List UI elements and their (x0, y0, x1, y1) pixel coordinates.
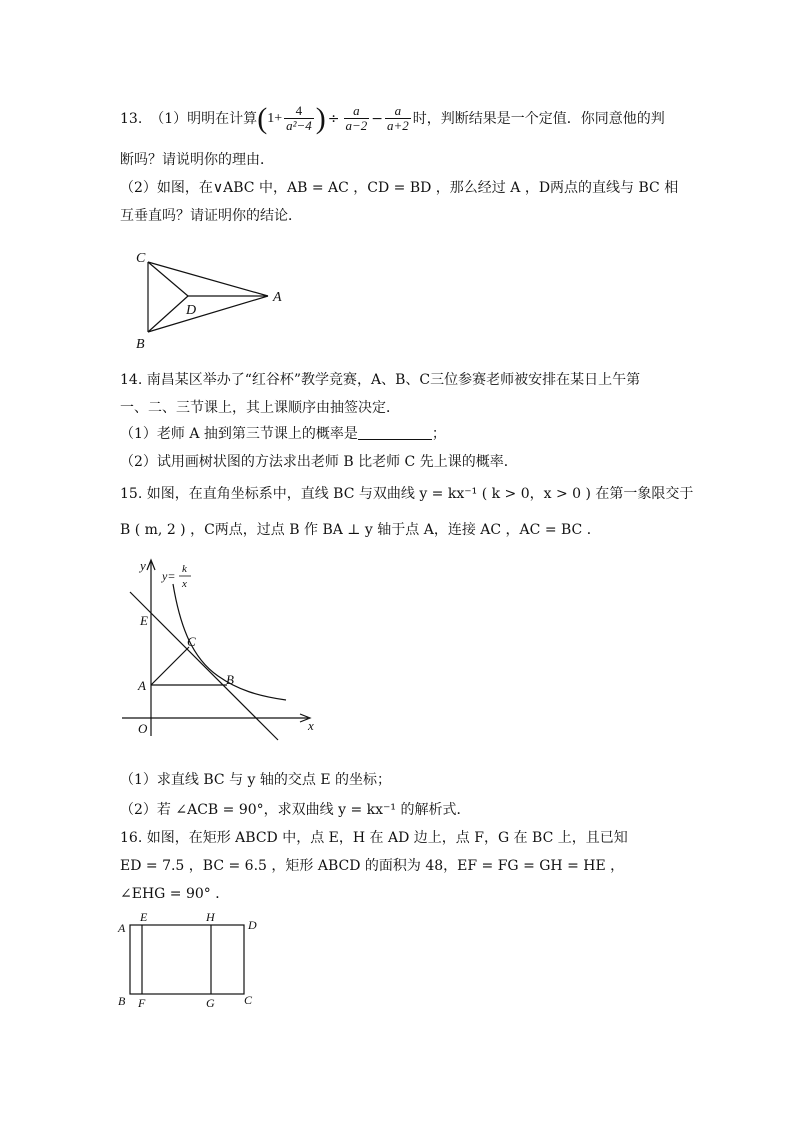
q13-paren-open: ( (257, 101, 268, 135)
q14-part1-after: ； (431, 426, 446, 442)
label-A: A (138, 678, 146, 693)
q13-one-plus: 1+ (267, 110, 283, 126)
q13-frac1-den: a²−4 (286, 118, 312, 133)
label-A: A (273, 290, 282, 305)
q15-line1: 15. 如图，在直角坐标系中，直线 BC 与双曲线 y = kx⁻¹ ( k > 0，x > 0 ) 在第一象限交于 (120, 486, 694, 502)
label-F: F (138, 996, 146, 1010)
label-E: E (140, 613, 148, 628)
label-C: C (244, 993, 253, 1007)
q15-part1: （1）求直线 BC 与 y 轴的交点 E 的坐标； (120, 772, 391, 788)
curve-label-x: x (182, 578, 187, 590)
q13-div-sign: ÷ (327, 110, 340, 127)
q14-part1-text: （1）老师 A 抽到第三节课上的概率是 (120, 426, 358, 442)
q16-rectangle-figure (116, 908, 266, 1012)
q13-paren-close: ) (315, 101, 326, 135)
q13-part1-line2: 断吗？请说明你的理由． (120, 152, 274, 168)
q14-part1 (120, 424, 446, 444)
segment-AC (151, 647, 189, 685)
edge-CA (148, 262, 268, 296)
label-H: H (206, 910, 215, 924)
label-x-axis: x (308, 718, 314, 733)
q13-frac3-den: a+2 (387, 118, 409, 133)
q13-frac2-num: a (344, 104, 370, 119)
label-origin: O (138, 721, 148, 736)
q14-part2: （2）试用画树状图的方法求出老师 B 比老师 C 先上课的概率． (120, 454, 518, 470)
q14-line1: 14. 南昌某区举办了“红谷杯”教学竞赛，A、B、C三位参赛老师被安排在某日上午第 (120, 372, 641, 388)
q13-part2-line2: 互垂直吗？请证明你的结论． (120, 208, 302, 224)
answer-blank (358, 425, 432, 440)
q15-coordinate-figure (118, 556, 328, 756)
q13-number: 13. (120, 110, 143, 127)
q13-part1-label: （1）明明在计算 (150, 110, 258, 127)
edge-BA (148, 296, 268, 332)
curve-label-y: y= (162, 569, 176, 583)
rectangle-ABCD (130, 925, 244, 994)
q13-part1-after: 时，判断结果是一个定值．你同意他的判 (412, 110, 665, 127)
curve-label-k: k (182, 563, 187, 575)
label-D: D (186, 303, 197, 318)
label-E: E (140, 910, 148, 924)
q13-fraction-1 (284, 104, 314, 133)
q13-minus-sign: − (371, 110, 384, 127)
label-A: A (118, 921, 126, 935)
label-D: D (248, 918, 257, 932)
label-G: G (206, 996, 215, 1010)
label-C: C (187, 634, 196, 649)
label-B: B (118, 994, 126, 1008)
q13-frac3-num: a (385, 104, 411, 119)
label-y-axis: y (140, 558, 146, 573)
q13-fraction-3 (385, 104, 411, 133)
q13-frac1-num: 4 (284, 104, 314, 119)
label-C: C (136, 251, 146, 266)
q15-line2: B ( m, 2 ) ，C两点，过点 B 作 BA ⊥ y 轴于点 A，连接 AC ，AC = BC ． (120, 522, 601, 538)
label-B: B (136, 337, 145, 352)
q16-line1: 16. 如图，在矩形 ABCD 中，点 E，H 在 AD 边上，点 F，G 在 BC 上，且已知 (120, 830, 628, 846)
q13-frac2-den: a−2 (345, 118, 368, 133)
q14-line2: 一、二、三节课上，其上课顺序由抽签决定． (120, 400, 400, 416)
q13-fraction-2 (344, 104, 370, 133)
q13-part2-line1: （2）如图，在∨ABC 中，AB = AC ，CD = BD ，那么经过 A ，D两点的直线与 BC 相 (120, 180, 679, 196)
q13-triangle-figure (128, 244, 298, 356)
q16-line3: ∠EHG = 90° ． (120, 886, 230, 902)
q13-line1 (120, 101, 665, 135)
label-B: B (226, 672, 234, 687)
q15-part2: （2）若 ∠ACB = 90°，求双曲线 y = kx⁻¹ 的解析式． (120, 802, 471, 818)
q16-line2: ED = 7.5 ，BC = 6.5 ，矩形 ABCD 的面积为 48，EF = FG = GH = HE ， (120, 858, 625, 874)
